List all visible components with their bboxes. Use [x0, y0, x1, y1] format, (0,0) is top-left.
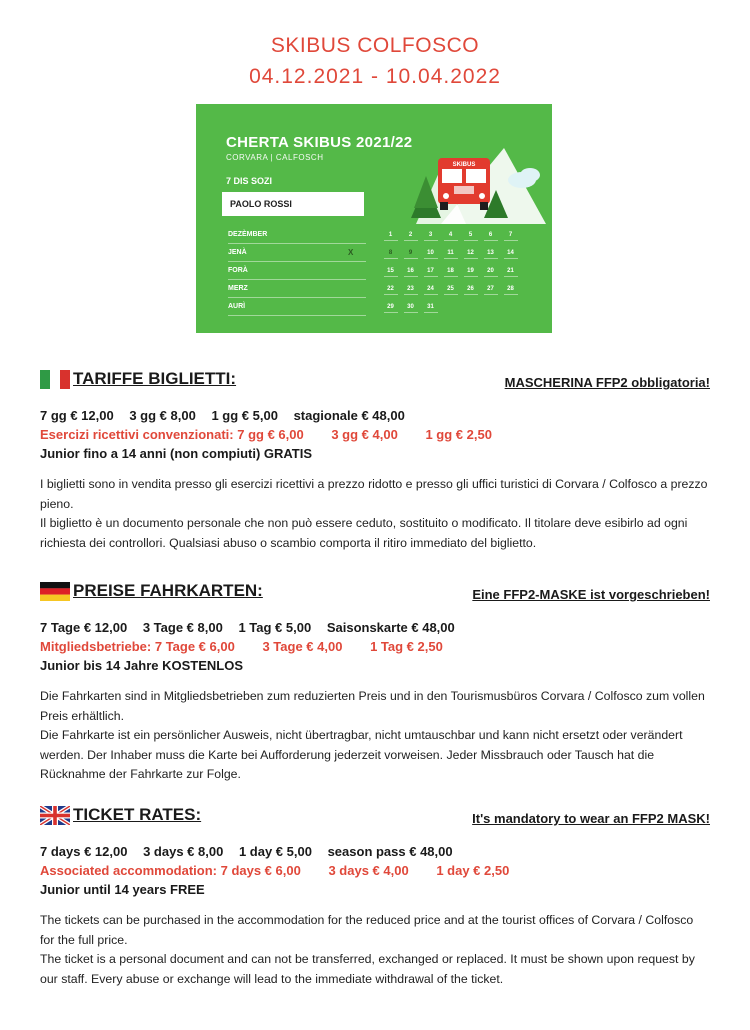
day-number: 29 — [384, 301, 398, 313]
month-label: FORÀ — [228, 262, 366, 280]
paragraph: The ticket is a personal document and can not be transferred, exchanged or replaced. It must be shown upon request by our staff. Every abuse or exchange will lead to the immediate withdrawal of the ticket. — [40, 952, 695, 986]
price-item: 1 Tag € 5,00 — [238, 620, 312, 635]
section-body — [40, 475, 710, 553]
price-item: 3 Tage € 8,00 — [142, 620, 223, 635]
day-cell — [402, 280, 419, 298]
day-cell — [402, 262, 419, 280]
day-cell — [442, 262, 459, 280]
reduced-price-label: Esercizi ricettivi convenzionati: 7 gg € 6,00 — [40, 427, 304, 442]
day-number: 10 — [424, 247, 438, 259]
day-number: 1 — [384, 229, 398, 241]
paragraph: Die Fahrkarten sind in Mitgliedsbetrieben zum reduzierten Preis und in den Tourismusbüros Corvara / Colfosco zum vollen Preis erhältlich. — [40, 689, 705, 723]
section-italian — [40, 368, 710, 553]
section-title: TICKET RATES: — [73, 805, 202, 824]
day-cell — [462, 262, 479, 280]
reduced-price-item: 1 Tag € 2,50 — [370, 639, 443, 654]
day-number: 21 — [504, 265, 518, 277]
mask-notice: MASCHERINA FFP2 obbligatoria! — [504, 375, 710, 390]
day-cell — [442, 226, 459, 244]
day-cell — [422, 226, 439, 244]
day-number: 9 — [404, 247, 418, 259]
bus-sign-text: SKIBUS — [452, 162, 476, 168]
junior-note: Junior fino a 14 anni (non compiuti) GRATIS — [40, 446, 313, 461]
card-subtitle: CORVARA | CALFOSCH — [226, 153, 324, 162]
month-label: JENÀ X — [228, 244, 366, 262]
paragraph: The tickets can be purchased in the accommodation for the reduced price and at the tourist offices of Corvara / Colfosco for the full price. — [40, 913, 694, 947]
day-number: 11 — [444, 247, 458, 259]
day-cell — [422, 262, 439, 280]
day-cell — [382, 298, 399, 316]
day-cell — [482, 244, 499, 262]
day-cell — [482, 280, 499, 298]
day-cell — [502, 244, 519, 262]
day-number: 13 — [484, 247, 498, 259]
section-title: PREISE FAHRKARTEN: — [73, 581, 263, 600]
price-item: 1 day € 5,00 — [238, 844, 312, 859]
day-number: 16 — [404, 265, 418, 277]
mask-notice: Eine FFP2-MASKE ist vorgeschrieben! — [472, 587, 710, 602]
reduced-price-item: 1 day € 2,50 — [436, 863, 510, 878]
day-cell — [422, 244, 439, 262]
card-holder-name: PAOLO ROSSI — [222, 192, 364, 216]
day-cell — [482, 226, 499, 244]
day-number: 26 — [464, 283, 478, 295]
day-number: 5 — [464, 229, 478, 241]
section-body — [40, 687, 710, 785]
day-cell — [462, 244, 479, 262]
day-cell — [482, 262, 499, 280]
day-number: 15 — [384, 265, 398, 277]
day-cell — [502, 280, 519, 298]
month-label: AURÌ — [228, 298, 366, 316]
reduced-price-item: 1 gg € 2,50 — [425, 427, 492, 442]
germany-flag-icon — [40, 582, 70, 601]
day-number: 25 — [444, 283, 458, 295]
junior-note: Junior until 14 years FREE — [40, 882, 205, 897]
day-number: 3 — [424, 229, 438, 241]
italy-flag-icon — [40, 370, 70, 389]
price-list — [40, 406, 710, 463]
day-cell — [382, 280, 399, 298]
validity-dates: 04.12.2021 - 10.04.2022 — [249, 65, 501, 88]
paragraph: Die Fahrkarte ist ein persönlicher Ausweis, nicht übertragbar, nicht umtauschbar und kann nicht ersetzt oder verändert werden. Der Inhaber muss die Karte bei Aufforderung jederzeit vorweisen. Jeder Missbrauch oder Tausch hat die Rücknahme der Fahrkarte zur Folge. — [40, 728, 683, 781]
price-item: 1 gg € 5,00 — [211, 408, 278, 423]
day-number: 30 — [404, 301, 418, 313]
day-cell — [502, 226, 519, 244]
price-item: stagionale € 48,00 — [293, 408, 405, 423]
price-item: 7 days € 12,00 — [40, 844, 128, 859]
price-list — [40, 618, 710, 675]
day-number: 20 — [484, 265, 498, 277]
price-list — [40, 842, 710, 899]
day-number: 18 — [444, 265, 458, 277]
junior-note: Junior bis 14 Jahre KOSTENLOS — [40, 658, 243, 673]
paragraph: Il biglietto è un documento personale che non può essere ceduto, sostituito o modificato. Il titolare deve esibirlo ad ogni richiesta dei controllori. Qualsiasi abuso o scambio comporta il ritiro immediato del biglietto. — [40, 516, 688, 550]
document-title: SKIBUS COLFOSCO — [270, 34, 480, 57]
day-number: 28 — [504, 283, 518, 295]
day-cell — [382, 244, 399, 262]
day-number: 17 — [424, 265, 438, 277]
mask-notice: It's mandatory to wear an FFP2 MASK! — [472, 811, 710, 826]
card-title: CHERTA SKIBUS 2021/22 — [226, 134, 413, 151]
day-number: 24 — [424, 283, 438, 295]
day-number: 23 — [404, 283, 418, 295]
day-number: 19 — [464, 265, 478, 277]
day-cell — [402, 298, 419, 316]
day-grid — [382, 226, 519, 316]
section-german — [40, 580, 710, 785]
price-item: 7 Tage € 12,00 — [40, 620, 128, 635]
day-number: 31 — [424, 301, 438, 313]
month-label: DEZÈMBER — [228, 226, 366, 244]
bus-mountain-illustration — [396, 138, 546, 224]
day-cell — [382, 226, 399, 244]
price-item: Saisonskarte € 48,00 — [326, 620, 455, 635]
day-number: 4 — [444, 229, 458, 241]
card-days-label: 7 DIS SOZI — [226, 176, 273, 186]
day-number: 8 — [384, 247, 398, 259]
day-cell — [402, 226, 419, 244]
price-item: 3 gg € 8,00 — [129, 408, 196, 423]
day-cell — [422, 298, 439, 316]
day-number: 6 — [484, 229, 498, 241]
day-cell — [442, 244, 459, 262]
reduced-price-label: Mitgliedsbetriebe: 7 Tage € 6,00 — [40, 639, 235, 654]
day-cell — [442, 280, 459, 298]
day-number: 7 — [504, 229, 518, 241]
month-list — [228, 226, 366, 316]
section-title: TARIFFE BIGLIETTI: — [73, 369, 237, 388]
reduced-price-label: Associated accommodation: 7 days € 6,00 — [40, 863, 301, 878]
price-item: 3 days € 8,00 — [143, 844, 224, 859]
day-number: 14 — [504, 247, 518, 259]
price-item: season pass € 48,00 — [327, 844, 453, 859]
skibus-ticket-card — [196, 104, 552, 333]
day-cell — [402, 244, 419, 262]
day-cell — [462, 280, 479, 298]
section-english — [40, 804, 710, 989]
document-header — [0, 32, 750, 92]
paragraph: I biglietti sono in vendita presso gli esercizi ricettivi a prezzo ridotto e presso gli uffici turistici di Corvara / Colfosco a prezzo pieno. — [40, 477, 708, 511]
reduced-price-item: 3 Tage € 4,00 — [262, 639, 343, 654]
day-cell — [382, 262, 399, 280]
month-mark: X — [348, 248, 354, 257]
day-cell — [422, 280, 439, 298]
reduced-price-item: 3 gg € 4,00 — [331, 427, 398, 442]
day-cell — [502, 262, 519, 280]
day-cell — [462, 226, 479, 244]
month-label: MERZ — [228, 280, 366, 298]
day-number: 2 — [404, 229, 418, 241]
uk-flag-icon — [40, 806, 70, 825]
reduced-price-item: 3 days € 4,00 — [328, 863, 409, 878]
section-body — [40, 911, 710, 989]
day-number: 22 — [384, 283, 398, 295]
day-number: 12 — [464, 247, 478, 259]
day-number: 27 — [484, 283, 498, 295]
price-item: 7 gg € 12,00 — [40, 408, 114, 423]
